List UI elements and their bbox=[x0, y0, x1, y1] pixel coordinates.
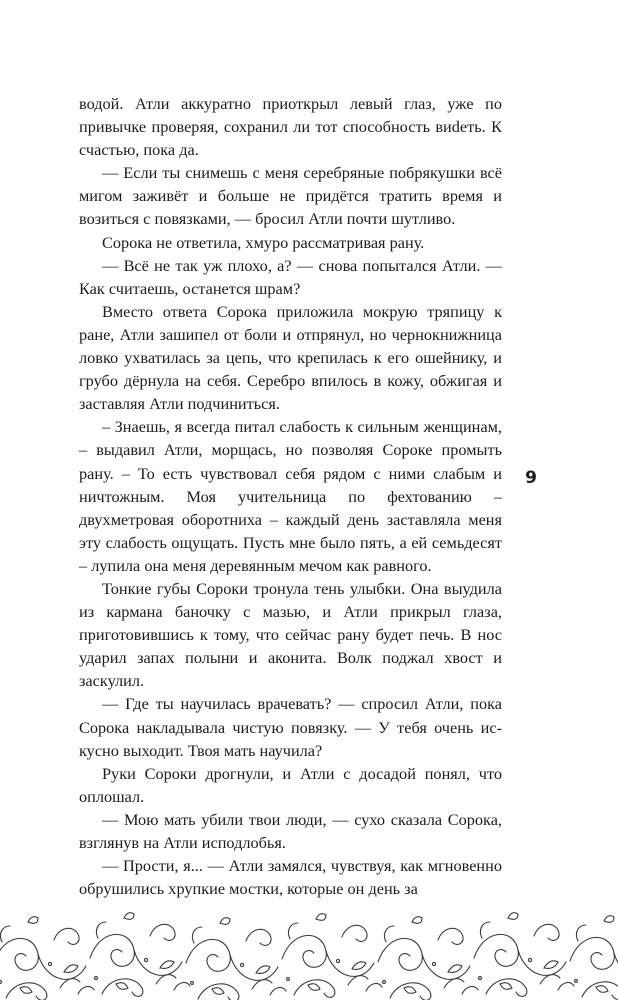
paragraph-1: водой. Атли аккуратно приоткрыл левый глаз, уже по привычке проверяя, сохранил ли тот способность виdеть. К счастью, пока да. bbox=[79, 94, 502, 160]
paragraph-2: — Если ты снимешь с меня серебряные побрякушки всё мигом заживёт и больше не придётся тратить время и возиться с повязками, — бросил Атли почти шутливо. bbox=[79, 163, 502, 229]
paragraph-9: Руки Сороки дрогнули, и Атли с досадой понял, что оплошал. bbox=[79, 763, 502, 806]
paragraph-11: — Прости, я... — Атли замялся, чувствуя, как мгновенно обрушились хрупкие мостки, которые он день за bbox=[79, 856, 502, 899]
body-text bbox=[79, 92, 502, 900]
paragraph-7: Тонкие губы Сороки тронула тень улыбки. Она выудила из кармана баночку с мазью, и Атли прикрыл глаза, приготовившись к тому, что сейчас рану будет печь. В нос ударил запах полыни и аконита. Волк поджал хвост и заскулил. bbox=[79, 578, 502, 691]
paragraph-4: — Всё не так уж плохо, а? — снова попытался Атли. — Как считаешь, останется шрам? bbox=[79, 255, 502, 298]
paragraph-8: — Где ты научилась врачевать? — спросил Атли, пока Сорока накладывала чистую повязку. — У тебя очень искусно выходит. Твоя мать научила? bbox=[79, 694, 502, 760]
page-number: 9 bbox=[525, 468, 537, 488]
floral-ornament-border bbox=[0, 900, 618, 1000]
paragraph-6: – Знаешь, я всегда питал слабость к сильным женщинам, – выдавил Атли, морщась, но позволяя Сороке промыть рану. – То есть чувствовал себя рядом с ними слабым и ничтожным. Моя учительница по фехтованию – двухметровая оборотниха – каждый день заставляла меня эту слабость ощущать. Пусть мне было пять, а ей семьдесят – лупила она меня деревянным мечом как равного. bbox=[79, 417, 502, 575]
paragraph-5: Вместо ответа Сорока приложила мокрую тряпицу к ране, Атли зашипел от боли и отпрянул, но чернокнижница ловко ухватилась за цепь, что крепилась к его ошейнику, и грубо дёрнула на себя. Серебро впилось в кожу, обжигая и заставляя Атли подчиниться. bbox=[79, 301, 502, 414]
paragraph-10: — Мою мать убили твои люди, — сухо сказала Сорока, взглянув на Атли исподлобья. bbox=[79, 809, 502, 852]
paragraph-3: Сорока не ответила, хмуро рассматривая рану. bbox=[102, 232, 425, 252]
